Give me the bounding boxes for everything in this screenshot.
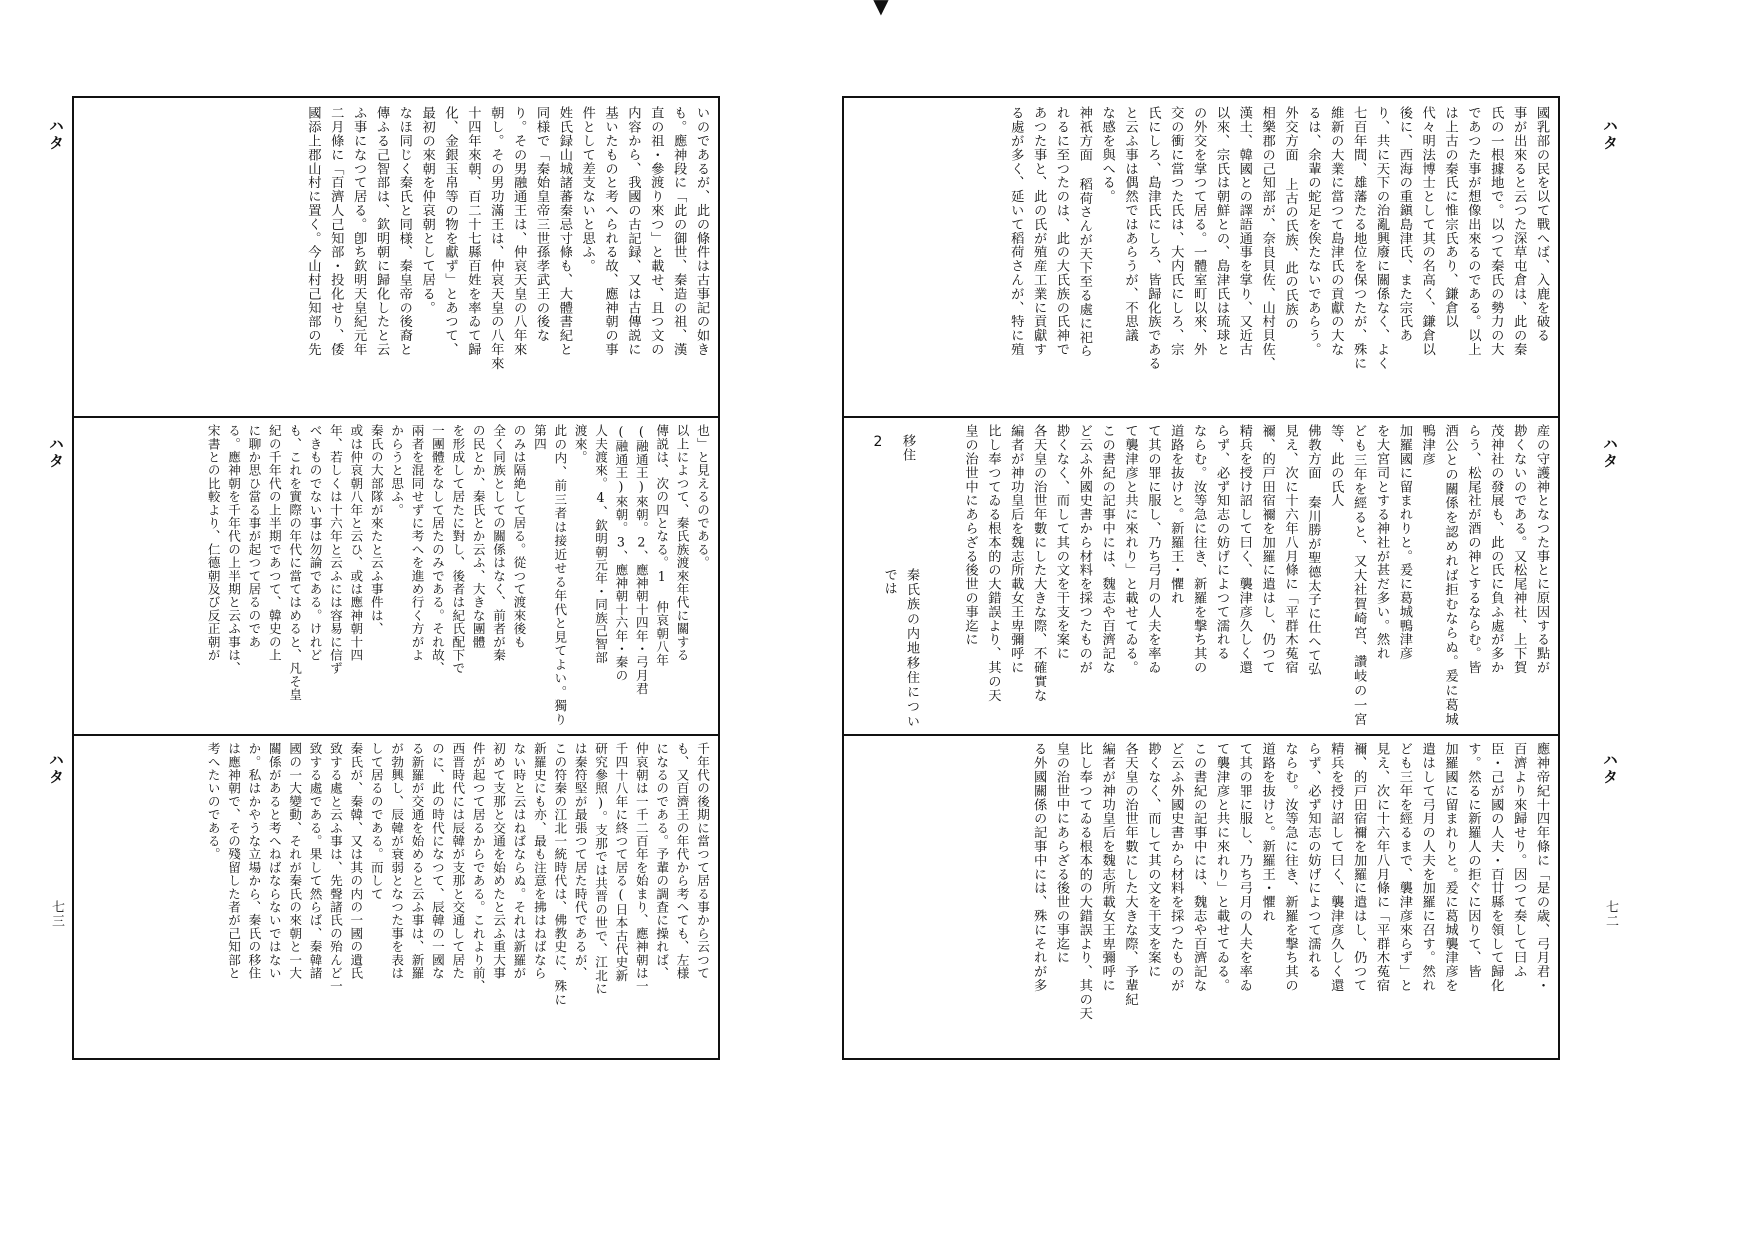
left-block-1 bbox=[84, 106, 712, 408]
text-column: の民とか、秦氏とか云ふ、大きな團體 bbox=[470, 424, 486, 649]
text-column: も、又百濟王の年代から考へても、左様 bbox=[674, 742, 690, 980]
text-column: に聊か思ひ當る事が起つて居るのであ bbox=[246, 424, 262, 649]
right-running-head-2: ハタ bbox=[1601, 436, 1619, 470]
text-column: らう、松尾社が酒の神とするならむ。皆 bbox=[1465, 424, 1481, 675]
section-label bbox=[888, 434, 918, 554]
text-column: 比し奉つてゐる根本的の大錯誤より、其の天 bbox=[1076, 742, 1092, 1020]
right-block-2 bbox=[932, 424, 1552, 726]
left-running-head-3: ハタ bbox=[47, 752, 65, 786]
section-subtitle-text: 秦氏族の内地移住についでは bbox=[881, 568, 919, 728]
text-column: であつた事が想像出來るのである。以上 bbox=[1465, 106, 1481, 357]
text-column: らず、必ず知志の妨げによつて濡れる bbox=[1305, 742, 1321, 979]
text-column: なほ同じく秦氏と同様、秦皇帝の後裔と bbox=[396, 106, 412, 357]
text-column: 道路を抜けと。新羅王・懼れ bbox=[1259, 742, 1275, 923]
text-column: は上古の秦氏に惟宗氏あり、鎌倉以 bbox=[1442, 106, 1458, 329]
text-column: る新羅が交通を始めると云ふ事は、新羅 bbox=[409, 742, 425, 980]
text-column: 維新の大業に當つて島津氏の貢獻の大な bbox=[1328, 106, 1344, 357]
text-column: ども三年を經るまで、襲津彦來らず」と bbox=[1396, 742, 1412, 993]
text-column: 外交方面 上古の氏族、此の氏族の bbox=[1282, 106, 1298, 331]
text-column: ふ事になつて居る。卽ち欽明天皇紀元年 bbox=[351, 106, 367, 357]
text-column: 致する處である。果して然らば、秦韓諸 bbox=[307, 742, 323, 980]
left-running-head-1: ハタ bbox=[47, 118, 65, 152]
left-divider-1 bbox=[74, 416, 718, 418]
text-column: 國乳部の民を以て戰へば、入鹿を破る bbox=[1534, 106, 1549, 343]
text-column: り。その男融通王は、仲哀天皇の八年來 bbox=[511, 106, 527, 357]
text-column: 編者が神功皇后を魏志所載女王卑彌呼に bbox=[1008, 424, 1024, 675]
text-column: る外國關係の記事中には、殊にそれが多 bbox=[1031, 742, 1047, 993]
text-column: 尠くなく、而して其の文を干支を案に bbox=[1145, 742, 1161, 979]
text-column: 兩者を混同せずに考へを進め行く方がよ bbox=[409, 424, 425, 662]
text-column: 傳ふる己智部は、欽明朝に歸化したと云 bbox=[373, 106, 389, 357]
right-block-1 bbox=[854, 106, 1552, 408]
text-column: れるに至つたのは、此の大氏族の氏神で bbox=[1053, 106, 1069, 357]
text-column: な感を與へる。 bbox=[1099, 106, 1115, 204]
text-column: 見え、次に十六年八月條に「平群木菟宿 bbox=[1373, 742, 1389, 993]
text-column: 精兵を授け詔して曰く、襲津彦久しく還 bbox=[1236, 424, 1252, 675]
text-column: 産の守護神となつた事とに原因する點が bbox=[1534, 424, 1549, 675]
text-column: 精兵を授け詔して曰く、襲津彦久しく還 bbox=[1328, 742, 1344, 993]
text-column: 加羅國に留まれりと。爰に葛城鴨津彦 bbox=[1396, 424, 1412, 661]
text-column: も。應神段に「此の御世、秦造の祖、漢 bbox=[671, 106, 687, 357]
text-column: は應神朝で、その殘留した者が己知部と bbox=[226, 742, 242, 980]
text-column: 比し奉つてゐる根本的の大錯誤より、其の天 bbox=[985, 424, 1001, 702]
text-column: 應神帝紀十四年條に「是の歳、弓月君・ bbox=[1534, 742, 1549, 993]
left-page-frame bbox=[72, 96, 720, 1060]
text-column: 件として差支ないと思ふ。 bbox=[579, 106, 595, 273]
text-column: 加羅國に留まれりと。爰に葛城襲津彦を bbox=[1442, 742, 1458, 993]
text-column: 致する處と云ふ事は、先聲諸氏の殆んど一 bbox=[327, 742, 343, 993]
text-column: 初めて支那と交通を始めたと云ふ重大事 bbox=[491, 742, 507, 980]
text-column: 皇の治世中にあらざる後世の事迄に bbox=[962, 424, 978, 647]
text-column: 神祇方面 稻荷さんが天下至る處に祀ら bbox=[1076, 106, 1092, 358]
text-column: この書紀の記事中には、魏志や百濟記な bbox=[1191, 742, 1207, 993]
text-column: ならむ。汝等急に往き、新羅を撃ち其の bbox=[1191, 424, 1207, 675]
section-subtitle bbox=[864, 568, 922, 728]
text-column: ならむ。汝等急に往き、新羅を撃ち其の bbox=[1282, 742, 1298, 993]
text-column: 臣・己が國の人夫・百廿縣を領して歸化 bbox=[1488, 742, 1504, 993]
text-column: て其の罪に服し、乃ち弓月の人夫を率ゐ bbox=[1236, 742, 1252, 993]
text-column: らず、必ず知志の妨げによつて濡れる bbox=[1213, 424, 1229, 661]
text-column: になるのである。予輩の調査に操れば、 bbox=[654, 742, 670, 980]
text-column: の外交を掌つて居る。一體室町以來、外 bbox=[1191, 106, 1207, 357]
left-block-3 bbox=[84, 742, 712, 1054]
right-running-head-1: ハタ bbox=[1601, 118, 1619, 152]
right-divider-1 bbox=[844, 416, 1558, 418]
text-column: 一團體をなして居たのみである。それ故、 bbox=[429, 424, 445, 675]
text-column: 各天皇の治世年數にした大きな際、不確實な bbox=[1031, 424, 1047, 702]
text-column: 秦氏が、秦韓、又は其の内の一國の遺氏 bbox=[348, 742, 364, 980]
text-column: が勃興し、辰韓が衰弱となつた事を表は bbox=[389, 742, 405, 980]
text-column: 交の衝に當つた氏は、大内氏にしろ、宗 bbox=[1168, 106, 1184, 357]
text-column: 事が出來ると云つた深草屯倉は、此の秦 bbox=[1511, 106, 1527, 357]
text-column: 氏にしろ、島津氏にしろ、皆歸化族である bbox=[1145, 106, 1161, 371]
text-column: 考へたいのである。 bbox=[205, 742, 221, 861]
text-column: を大宮司とする神社が甚だ多い。然れ bbox=[1373, 424, 1389, 661]
text-column: 紀の千年代の上半期であつて、韓史の上 bbox=[266, 424, 282, 662]
text-column: この書紀の記事中には、魏志や百濟記な bbox=[1099, 424, 1115, 675]
fold-mark-icon: ▼ bbox=[873, 0, 889, 18]
text-column: べきものでない事は勿論である。けれど bbox=[307, 424, 323, 662]
text-column: 以上によつて、秦氏族渡來年代に關する bbox=[674, 424, 690, 662]
text-column: 也」と見えるのである。 bbox=[695, 424, 710, 570]
text-column: る處が多く、延いて稻荷さんが、特に殖 bbox=[1008, 106, 1024, 357]
text-column: 秦氏の大部隊が來たと云ふ事件は、 bbox=[368, 424, 384, 636]
text-column: 百濟より來歸せり。因つて奏して曰ふ bbox=[1511, 742, 1527, 979]
text-column: 朝し。その男功滿王は、仲哀天皇の八年來 bbox=[488, 106, 504, 371]
text-column: この符秦の江北一統時代は、佛教史に、殊に bbox=[552, 742, 568, 1006]
text-column: 編者が神功皇后を魏志所載女王卑彌呼に bbox=[1099, 742, 1115, 993]
text-column: す。然るに新羅人の拒ぐに因りて、皆 bbox=[1465, 742, 1481, 979]
text-column: (融通王)來朝。2、應神朝十四年・弓月君 bbox=[633, 424, 649, 696]
right-page-number: 七二 bbox=[1603, 900, 1618, 928]
text-column: るは、余輩の蛇足を俟たないであらう。 bbox=[1305, 106, 1321, 357]
text-column: 同様で「秦始皇帝三世孫孝武王の後な bbox=[533, 106, 549, 343]
text-column: は秦符堅が最張つて居た時代であるが、 bbox=[572, 742, 588, 980]
left-page-number: 七三 bbox=[49, 900, 64, 928]
text-column: 國添上郡山村に置く。今山村己知部の先 bbox=[305, 106, 321, 357]
text-column: 基いたものと考へられる故、應神朝の事 bbox=[602, 106, 618, 357]
text-column: 宋書との比較より、仁德朝及び反正朝が bbox=[205, 424, 221, 662]
text-column: ど云ふ外國史書から材料を採つたものが bbox=[1168, 742, 1184, 993]
text-column: る。應神朝を千年代の上半期と云ふ事は、 bbox=[226, 424, 242, 675]
text-column: 千年代の後期に當つて居る事から云つて bbox=[695, 742, 710, 980]
text-column: 直の祖・參渡り來つ」と載せ、且つ文の bbox=[648, 106, 664, 357]
text-column: 關係があると考へねばならないではない bbox=[266, 742, 282, 980]
right-running-head-3: ハタ bbox=[1601, 752, 1619, 786]
text-column: して居るのである。而して bbox=[368, 742, 384, 901]
text-column: ない時と云はねばならぬ。それは新羅が bbox=[511, 742, 527, 980]
text-column: 皇の治世中にあらざる後世の事迄に bbox=[1053, 742, 1069, 965]
right-page-frame bbox=[842, 96, 1560, 1060]
text-column: 遣はして弓月の人夫を加羅に召す。然れ bbox=[1419, 742, 1435, 993]
text-column: 見え、次に十六年八月條に「平群木菟宿 bbox=[1282, 424, 1298, 675]
text-column: あつた事と、此の氏が殖産工業に貢獻す bbox=[1031, 106, 1047, 357]
text-column: のに、此の時代になつて、辰韓の一國な bbox=[429, 742, 445, 980]
text-column: 各天皇の治世年數にした大きな際、予輩紀 bbox=[1122, 742, 1138, 1007]
text-column: 全く同族としての關係はなく、前者が秦 bbox=[491, 424, 507, 662]
right-divider-2 bbox=[844, 734, 1558, 736]
text-column: 七百年間、雄藩たる地位を保つたが、殊に bbox=[1351, 106, 1367, 371]
left-block-2 bbox=[84, 424, 712, 726]
text-column: か。私はかやうな立場から、秦氏の移住 bbox=[246, 742, 262, 980]
left-divider-2 bbox=[74, 734, 718, 736]
text-column: 人夫渡來。4、欽明朝元年・同族己智部 bbox=[593, 424, 609, 664]
text-column: 道路を抜けと。新羅王・懼れ bbox=[1168, 424, 1184, 605]
text-column: 研究參照)。支那では共晋の世で、江北に bbox=[593, 742, 609, 996]
text-column: 以來、宗氏は朝鮮との、島津氏は琉球と bbox=[1213, 106, 1229, 357]
text-column: 禰、的戸田宿禰を加羅に遣はし、仍つて bbox=[1259, 424, 1275, 675]
text-column: ど云ふ外國史書から材料を採つたものが bbox=[1076, 424, 1092, 675]
text-column: 内容から、我國の古記録、又は古傳説に bbox=[625, 106, 641, 357]
text-column: 尠くないのである。又松尾神社、上下賀 bbox=[1511, 424, 1527, 675]
text-column: て其の罪に服し、乃ち弓月の人夫を率ゐ bbox=[1145, 424, 1161, 675]
text-column: 酒公との關係を認めれば拒むならぬ。爰に葛城鴨津彦 bbox=[1419, 424, 1458, 726]
text-column: と云ふ事は偶然ではあらうが、不思議 bbox=[1122, 106, 1138, 343]
text-column: 化、金銀玉帛等の物を獻ず」とあつて、 bbox=[442, 106, 458, 357]
text-column: 二月條に「百濟人己知部・投化せり、倭 bbox=[328, 106, 344, 357]
text-column: て襲津彦と共に來れり」と載せてゐる。 bbox=[1122, 424, 1138, 675]
text-column: 千四十八年に終つて居る(日本古代史新 bbox=[613, 742, 629, 982]
text-column: 茂神社の發展も、此の氏に負ふ處が多か bbox=[1488, 424, 1504, 675]
text-column: 後に、西海の重鎭島津氏、また宗氏あ bbox=[1396, 106, 1412, 343]
text-column: いのであるが、此の條件は古事記の如き bbox=[694, 106, 709, 357]
text-column: 佛教方面 秦川勝が聖德太子に仕へて弘 bbox=[1305, 424, 1321, 676]
text-column: からうと思ふ。 bbox=[389, 424, 405, 517]
section-number: 2 bbox=[870, 434, 886, 450]
left-running-head-2: ハタ bbox=[47, 436, 65, 470]
text-column: て襲津彦と共に來れり」と載せてゐる。 bbox=[1213, 742, 1229, 993]
text-column: 件が起つて居るからである。これより前、 bbox=[470, 742, 486, 993]
text-column: 渡來。 bbox=[572, 424, 588, 464]
text-column: も、これを實際の年代に當てはめると、凡そ皇 bbox=[287, 424, 303, 702]
section-label-text: 移住 bbox=[900, 434, 915, 462]
text-column: のみは隔絶して居る。從つて渡來後も bbox=[511, 424, 527, 649]
text-column: 最初の來朝を仲哀朝として居る。 bbox=[419, 106, 435, 315]
text-column: (融通王)來朝。3、應神朝十六年・秦の bbox=[613, 424, 629, 682]
text-column: 禰、的戸田宿禰を加羅に遣はし、仍つて bbox=[1351, 742, 1367, 993]
text-column: を形成して居たに對し、後者は紀氏配下で bbox=[450, 424, 466, 675]
text-column: 相樂郡の己知部が、奈良貝佐、山村貝佐、 bbox=[1259, 106, 1275, 371]
text-column: 仲哀朝は一千二百年を始まり、應神朝は一 bbox=[633, 742, 649, 993]
text-column: 此の内、前三者は接近せる年代と見てよい。獨り第四 bbox=[531, 424, 568, 726]
text-column: 國の一大變動、それが秦氏の來朝と一大 bbox=[287, 742, 303, 980]
text-column: 漢土、韓國との譯語通事を掌り、又近古 bbox=[1236, 106, 1252, 357]
text-column: 氏の一根據地で。以つて秦氏の勢力の大 bbox=[1488, 106, 1504, 357]
text-column: 姓氏録山城諸蕃秦忌寸條も、大體書紀と bbox=[556, 106, 572, 357]
text-column: 傳説は、次の四となる。1 仲哀朝八年 bbox=[654, 424, 670, 667]
text-column: 或は仲哀朝八年と云ひ、或は應神朝十四 bbox=[348, 424, 364, 662]
right-block-3 bbox=[854, 742, 1552, 1054]
text-column: 尠くなく、而して其の文を干支を案に bbox=[1053, 424, 1069, 661]
text-column: 代々明法博士として其の名高く、鎌倉以 bbox=[1419, 106, 1435, 357]
text-column: 年、若しくは十六年と云ふには容易に信ず bbox=[327, 424, 343, 675]
text-column: 十四年來朝、百二十七縣百姓を率ゐて歸 bbox=[465, 106, 481, 357]
text-column: ども三年を經ると、又大社賀崎宮、讚岐の一宮等、此の氏人 bbox=[1328, 424, 1367, 726]
text-column: り、共に天下の治亂興廢に關係なく、よく bbox=[1373, 106, 1389, 371]
text-column: 新羅史にも亦、最も注意を拂はねばなら bbox=[531, 742, 547, 980]
text-column: 西晋時代には辰韓が支那と交通して居た bbox=[450, 742, 466, 980]
